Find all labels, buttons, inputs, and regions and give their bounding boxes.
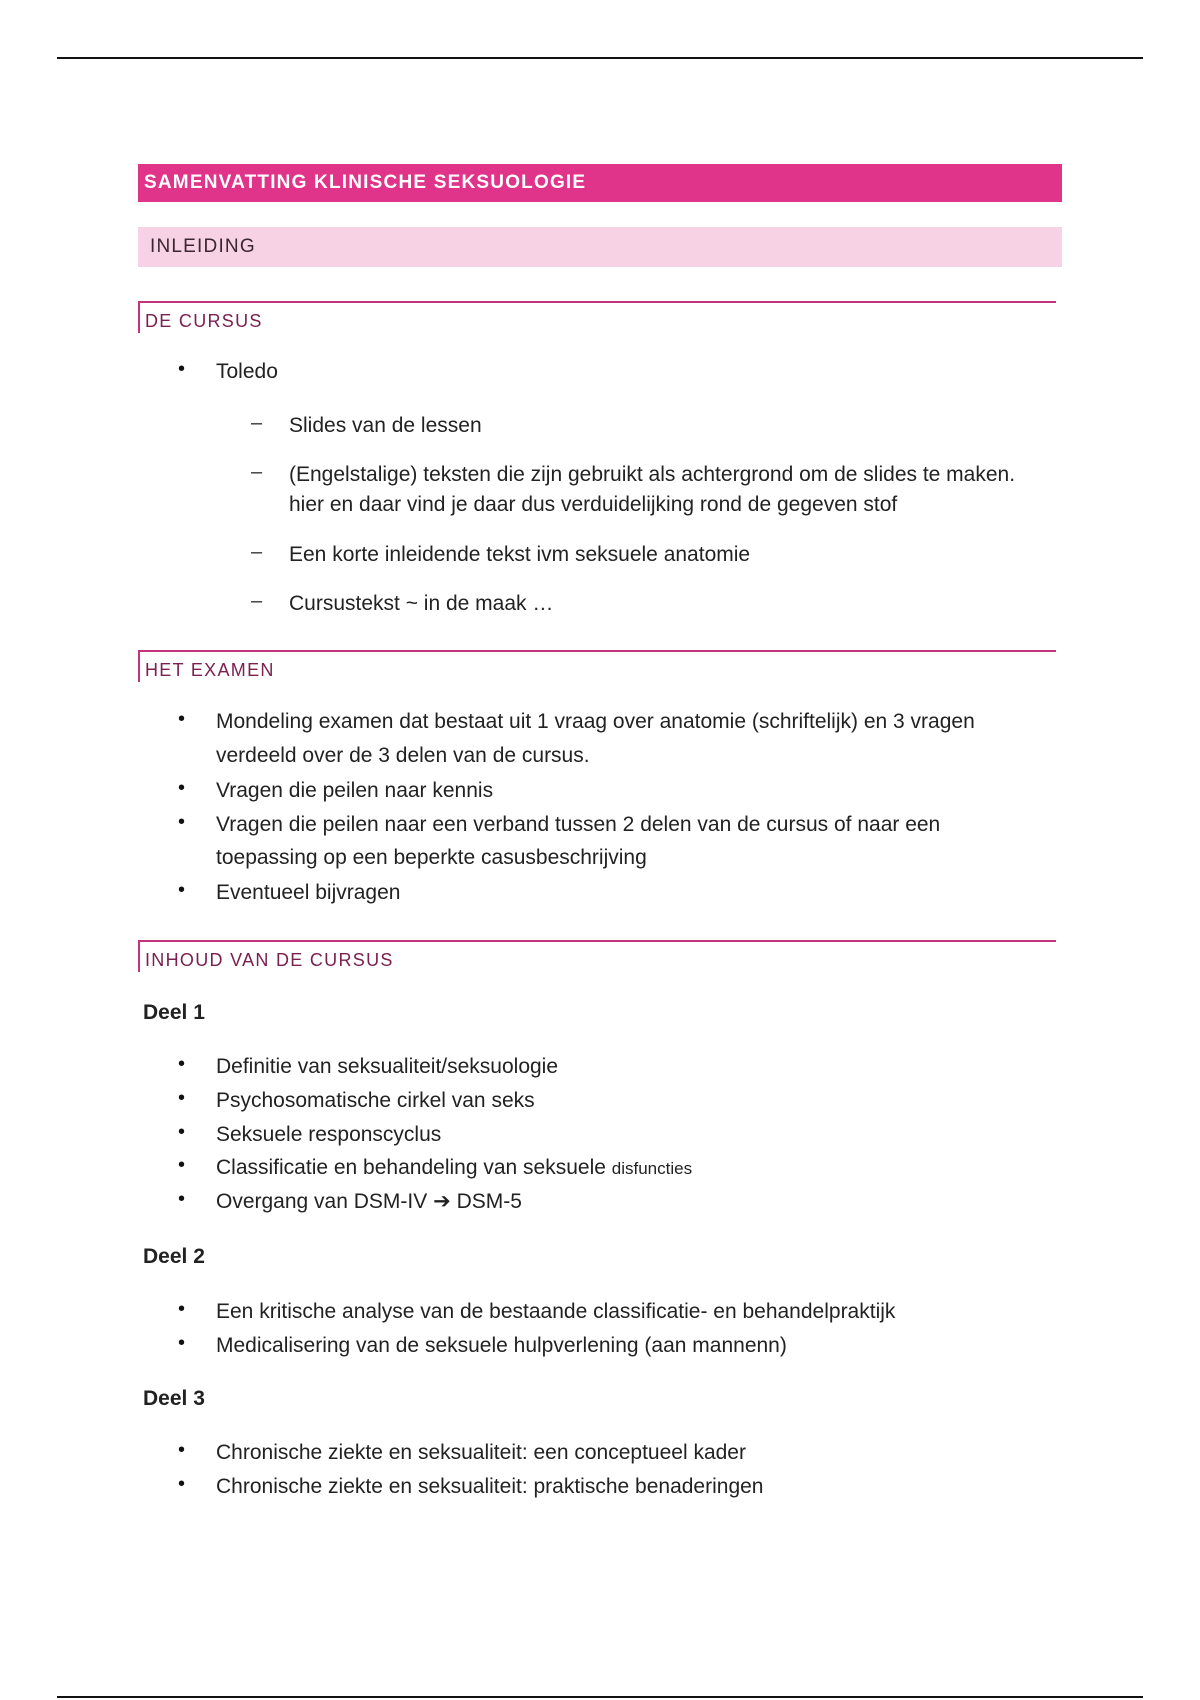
bullet-icon: • bbox=[178, 811, 186, 833]
bullet-icon: • bbox=[178, 358, 186, 380]
list-item: Slides van de lessen bbox=[289, 414, 482, 437]
section-heading-inhoud: INHOUD VAN DE CURSUS bbox=[138, 940, 1056, 972]
list-item: Chronische ziekte en seksualiteit: praktische benaderingen bbox=[216, 1475, 764, 1498]
dash-icon: – bbox=[251, 412, 263, 434]
bullet-icon: • bbox=[178, 1087, 186, 1109]
bullet-icon: • bbox=[178, 1053, 186, 1075]
bullet-icon: • bbox=[178, 1154, 186, 1176]
section-heading-cursus: DE CURSUS bbox=[138, 301, 1056, 333]
bullet-icon: • bbox=[178, 1188, 186, 1210]
list-item bbox=[216, 1152, 692, 1184]
list-item: Psychosomatische cirkel van seks bbox=[216, 1089, 535, 1112]
document-title: SAMENVATTING KLINISCHE SEKSUOLOGIE bbox=[138, 164, 1062, 202]
dash-icon: – bbox=[251, 590, 263, 612]
bullet-icon: • bbox=[178, 708, 186, 730]
list-item: Toledo bbox=[216, 360, 278, 383]
bullet-icon: • bbox=[178, 879, 186, 901]
list-item: Seksuele responscyclus bbox=[216, 1123, 442, 1146]
list-item-text: DSM-5 bbox=[456, 1190, 522, 1213]
list-item-continuation: hier en daar vind je daar dus verduidelijking rond de gegeven stof bbox=[289, 493, 898, 516]
list-item: (Engelstalige) teksten die zijn gebruikt als achtergrond om de slides te maken. bbox=[289, 463, 1016, 486]
header-rule bbox=[57, 57, 1143, 59]
list-item: Definitie van seksualiteit/seksuologie bbox=[216, 1055, 559, 1078]
footer-rule bbox=[57, 1696, 1143, 1698]
arrow-right-icon: ➔ bbox=[433, 1190, 451, 1213]
list-item-small-text: disfuncties bbox=[611, 1159, 693, 1178]
part-label-3: Deel 3 bbox=[143, 1387, 205, 1410]
dash-icon: – bbox=[251, 541, 263, 563]
dash-icon: – bbox=[251, 461, 263, 483]
bullet-icon: • bbox=[178, 1121, 186, 1143]
list-item: Chronische ziekte en seksualiteit: een conceptueel kader bbox=[216, 1441, 746, 1464]
part-label-2: Deel 2 bbox=[143, 1245, 205, 1268]
list-item-text: Overgang van DSM-IV bbox=[216, 1190, 428, 1213]
bullet-icon: • bbox=[178, 1439, 186, 1461]
list-item: Een korte inleidende tekst ivm seksuele anatomie bbox=[289, 543, 751, 566]
list-item-continuation: toepassing op een beperkte casusbeschrijving bbox=[216, 846, 647, 869]
part-label-1: Deel 1 bbox=[143, 1001, 205, 1024]
list-item: Vragen die peilen naar een verband tussen 2 delen van de cursus of naar een bbox=[216, 813, 941, 836]
bullet-icon: • bbox=[178, 1332, 186, 1354]
chapter-heading: INLEIDING bbox=[138, 227, 1062, 267]
list-item-continuation: verdeeld over de 3 delen van de cursus. bbox=[216, 744, 590, 767]
list-item-text: Classificatie en behandeling van seksuele bbox=[216, 1156, 606, 1179]
list-item: Mondeling examen dat bestaat uit 1 vraag over anatomie (schriftelijk) en 3 vragen bbox=[216, 710, 975, 733]
list-item: Eventueel bijvragen bbox=[216, 881, 401, 904]
list-item bbox=[216, 1186, 522, 1217]
list-item: Een kritische analyse van de bestaande classificatie- en behandelpraktijk bbox=[216, 1300, 896, 1323]
section-heading-examen: HET EXAMEN bbox=[138, 650, 1056, 682]
bullet-icon: • bbox=[178, 777, 186, 799]
bullet-icon: • bbox=[178, 1298, 186, 1320]
list-item: Cursustekst ~ in de maak … bbox=[289, 592, 554, 615]
list-item: Vragen die peilen naar kennis bbox=[216, 779, 494, 802]
list-item: Medicalisering van de seksuele hulpverlening (aan mannenn) bbox=[216, 1334, 787, 1357]
bullet-icon: • bbox=[178, 1473, 186, 1495]
